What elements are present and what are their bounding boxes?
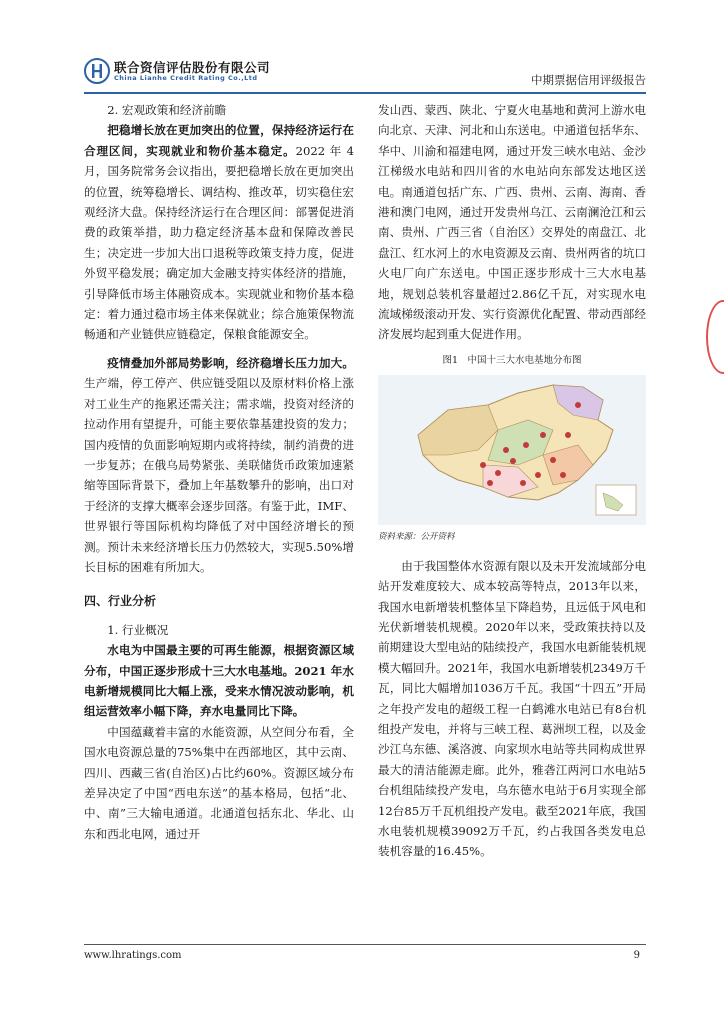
section-heading-industry: 四、行业分析 [84, 594, 157, 609]
paragraph-hydro-summary-lead: 水电为中国最主要的可再生能源，根据资源区域分布，中国正逐步形成十三大水电基地。2021 年水电新增规模同比大幅上涨，受来水情况波动影响，机组运营效率小幅下降，弃水电量同比下降。 [84, 643, 354, 719]
footer-website-link[interactable]: www.lhratings.com [84, 950, 182, 961]
paragraph-transmission: 发山西、蒙西、陕北、宁夏火电基地和黄河上游水电向北京、天津、河北和山东送电。中通道包括华东、华中、川渝和福建电网，通过开发三峡水电站、金沙江梯级水电站和四川省的水电站向东部发达地区送电。南通道包括广东、广西、贵州、云南、海南、香港和澳门电网，通过开发贵州乌江、云南澜沧江和云南、贵州、广西三省（自治区）交界处的南盘江、北盘江、红水河上的水电资源及云南、贵州两省的坑口火电厂向广东送电。中国正逐步形成十三大水电基地，规划总装机容量超过2.86亿千瓦，对实现水电流域梯级滚动开发、实行资源优化配置、带动西部经济发展均起到重大促进作用。 [378, 103, 646, 342]
paragraph-policy [84, 120, 354, 344]
red-stamp-mark [706, 300, 724, 374]
paragraph-policy-body: 2022 年 4 月，国务院常务会议指出，要把稳增长放在更加突出的位置，统筹稳增长、调结构、推改革，切实稳住宏观经济大盘。保持经济运行在合理区间：部署促进消费的政策举措，助力稳定经济基本盘和保障改善民生；决定进一步加大出口退税等政策支持力度，促进外贸平稳发展；确定加大金融支持实体经济的措施，引导降低市场主体融资成本。实现就业和物价基本稳定：着力通过稳市场主体来保就业；综合施策保物流畅通和产业链供应链稳定，保粮食能源安全。 [84, 143, 354, 342]
figure-caption: 图1 中国十三大水电基地分布图 [442, 354, 582, 366]
subsection-title-overview: 1. 行业概况 [107, 622, 169, 637]
page-header [84, 58, 646, 90]
company-name-en: China Lianhe Credit Rating Co.,Ltd [114, 74, 258, 82]
header-divider [84, 92, 646, 94]
paragraph-pressure [84, 353, 354, 577]
company-logo-icon [84, 58, 110, 84]
subsection-title-macro: 2. 宏观政策和经济前瞻 [107, 103, 227, 117]
paragraph-pressure-lead: 疫情叠加外部局势影响，经济稳增长压力加大。 [107, 355, 354, 370]
paragraph-installed-capacity: 由于我国整体水资源有限以及未开发流域部分电站开发难度较大、成本较高等特点，2013年以来，我国水电新增装机整体呈下降趋势，且远低于风电和光伏新增装机规模。2020年以来，受政策扶持以及前期建设大型电站的陆续投产，我国水电新能装机规模大幅回升。2021年，我国水电新增装机2349万千瓦，同比大幅增加1036万千瓦。我国“十四五”开局之年投产发电的超级工程一白鹤滩水电站已有8台机组投产发电，并将与三峡工程、葛洲坝工程，以及金沙江乌东德、溪洛渡、向家坝水电站等共同构成世界最大的清洁能源走廊。此外，雅砻江两河口水电站5台机组陆续投产发电，乌东德水电站于6月实现全部12台85万千瓦机组投产发电。截至2021年底，我国水电装机规模39092万千瓦，约占我国各类发电总装机容量的16.45%。 [378, 558, 646, 859]
company-name-cn: 联合资信评估股份有限公司 [114, 60, 271, 75]
paragraph-pressure-body: 生产端，停工停产、供应链受阻以及原材料价格上涨对工业生产的拖累还需关注；需求端，投资对经济的拉动作用有望提升，可能主要依靠基建投资的发力；国内疫情的负面影响短期内或将持续，制约消费的进一步复苏；在俄乌局势紧张、美联储货币政策加速紧缩等国际背景下，叠加上年基数攀升的影响，出口对于经济的支撑大概率会逐步回落。有鉴于此，IMF、世界银行等国际机构均降低了对中国经济增长的预测。预计未来经济增长压力仍然较大，实现5.50%增长目标的困难有所加大。 [84, 376, 354, 574]
paragraph-hydro-summary [84, 640, 354, 722]
china-map-image [378, 375, 646, 525]
report-title: 中期票据信用评级报告 [531, 73, 646, 87]
hydro-base-map [378, 375, 646, 525]
left-column [84, 100, 354, 844]
right-column [378, 100, 646, 862]
paragraph-hydro-resources: 中国蕴藏着丰富的水能资源，从空间分布看，全国水电资源总量的75%集中在西部地区，其中云南、四川、西藏三省(自治区)占比约60%。资源区域分布差异决定了中国“西电东送”的基本格局，包括“北、中、南”三大输电通道。北通道包括东北、华北、山东和西北电网，通过开 [84, 724, 354, 841]
paragraph-policy-lead: 把稳增长放在更加突出的位置，保持经济运行在合理区间，实现就业和物价基本稳定。 [84, 123, 354, 158]
figure-source: 资料来源：公开资料 [378, 532, 455, 543]
page-number: 9 [633, 950, 640, 961]
footer-divider [84, 944, 646, 945]
